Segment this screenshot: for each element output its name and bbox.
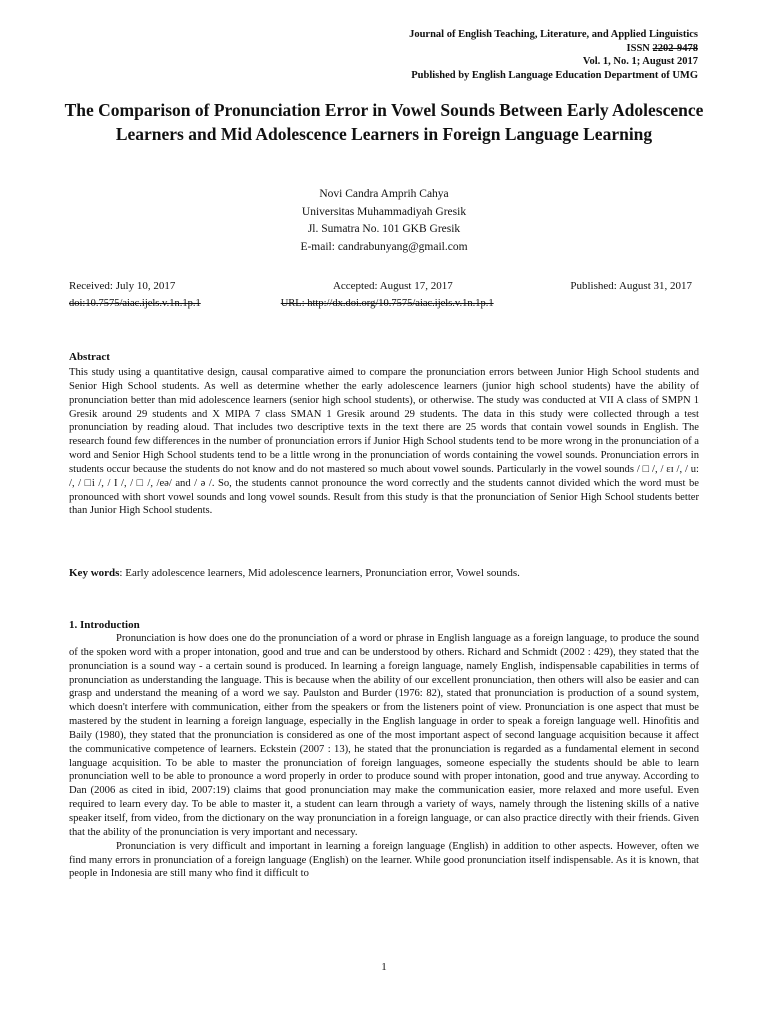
doi-row xyxy=(69,297,494,311)
author-email: E-mail: candrabunyang@gmail.com xyxy=(300,240,468,253)
journal-header xyxy=(409,28,698,82)
journal-name: Journal of English Teaching, Literature, and Applied Linguistics xyxy=(409,29,698,40)
issn-number: 2202-9478 xyxy=(652,42,698,54)
publisher-info: Published by English Language Education Department of UMG xyxy=(411,69,698,81)
author-affiliation: Universitas Muhammadiyah Gresik xyxy=(301,205,467,218)
accepted-date: Accepted: August 17, 2017 xyxy=(332,280,453,292)
keywords-label: Key words xyxy=(69,567,120,579)
intro-paragraph-1: Pronunciation is how does one do the pronunciation of a word or phrase in English language as a foreign language, to produce the sound of the spoken word with a proper intonation, good and true and can be understood by others. Richard and Schmidt (2002 : 429), they stated that the pronunciation is a sound way - a certain sound is produced. In learning a foreign language, namely English, indispensable capabilities in terms of pronunciation as understanding the language. This is because when the ability of our excellent pronunciation, then others will also be easier and can grasp and understand the meaning of a word we say. Paulston and Burder (1976: 82), stated that pronunciation is production of a sound system, which doesn't interfere with communication, either from the speakers or from the listeners point of view. Pronunciation is one aspect that must be mastered by the student in learning a foreign language, especially in the English language in order to speak a foreign language well. Hinofitis and Baily (1980), they stated that the pronunciation is considered as one of the most important aspect of second language acquisition because it affect the communicative competence of learners. Eckstein (2007 : 13), he stated that the pronunciation is regarded as a fundamental element in second language acquisition. To be able to master the pronunciation of foreign languages, someone especially the students should be able to learn pronunciation well to be able to pronounce a word properly in order to produce sound with proper intonation, good and true anyway. According to Dan (2006 as cited in ibid, 2007:19) claims that good pronunciation may make the communication easier, more relaxed and more useful. Even required to learn every day. To be able to master it, a student can learn through a variety of ways, namely through the listening skills of a native speaker itself, from video, from the dictionary on the way pronunciation in a foreign language, or can also practice directly with their friends. Given that the ability of the pronunciation is very important and necessary. xyxy=(69,633,699,838)
keywords xyxy=(69,566,699,580)
abstract-heading: Abstract xyxy=(69,351,110,363)
received-date: Received: July 10, 2017 xyxy=(69,280,176,292)
paper-title: The Comparison of Pronunciation Error in Vowel Sounds Between Early Adolescence Learners and Mid Adolescence Learners in Foreign Language Learning xyxy=(64,100,704,144)
issn-label: ISSN xyxy=(626,42,653,54)
introduction-text xyxy=(69,632,699,881)
author-address: Jl. Sumatra No. 101 GKB Gresik xyxy=(307,223,461,235)
author-name: Novi Candra Amprih Cahya xyxy=(319,188,449,200)
published-date: Published: August 31, 2017 xyxy=(570,280,692,292)
url-link[interactable]: URL: http://dx.doi.org/10.7575/aiac.ijels.v.1n.1p.1 xyxy=(280,298,494,309)
dates-row xyxy=(69,279,692,294)
volume-info: Vol. 1, No. 1; August 2017 xyxy=(582,56,698,67)
intro-paragraph-2: Pronunciation is very difficult and important in learning a foreign language (English) in addition to other aspects. However, often we find many errors in pronunciation of a foreign language (English) on the learner. While good pronunciation itself indispensable. As it is known, that people in Indonesia are still many who find it difficult to xyxy=(69,840,699,880)
keywords-text: : Early adolescence learners, Mid adolescence learners, Pronunciation error, Vowel sounds. xyxy=(119,567,520,579)
abstract-text xyxy=(69,366,699,518)
page-number: 1 xyxy=(381,961,387,973)
doi-link[interactable]: doi:10.7575/aiac.ijels.v.1n.1p.1 xyxy=(69,298,201,309)
author-block xyxy=(0,186,768,256)
issn xyxy=(409,42,698,56)
abstract-paragraph: This study using a quantitative design, causal comparative aimed to compare the pronunciation errors between Junior High School students and Senior High School students. As well as determine whether the early adolescence learners (junior high school students) have the ability of pronunciation better than mid adolescence learners (senior high school students), or otherwise. The study was conducted at VII A class of SMPN 1 Gresik around 29 students and X MIPA 7 class SMAN 1 Gresik around 29 students. The data in this study were collected through a test pronunciation by reading aloud. That includes two descriptive texts in the text there are 25 words that contain vowel sounds in English. The research found few differences in the number of pronunciation errors if Junior High School students tend to be more wrong in the pronunciation of a word and Senior High School students tend to be a little wrong in the pronunciation of words containing the vowel sounds. Pronunciation errors in students occur because the students do not know and do not mastered so much about vowel sounds. Particularly in the vowel sounds / □ /, / ɛɪ /, / u: /, / □i /, / I /, / □ /, /eə/ and / ə /. So, the students cannot pronounce the word correctly and the students cannot divided which the word must be pronounced with short vowel sounds and long vowel sounds. Result from this study is that the pronunciation of Senior High School students better than Junior High School students. xyxy=(69,367,699,517)
introduction-heading: 1. Introduction xyxy=(69,619,140,631)
